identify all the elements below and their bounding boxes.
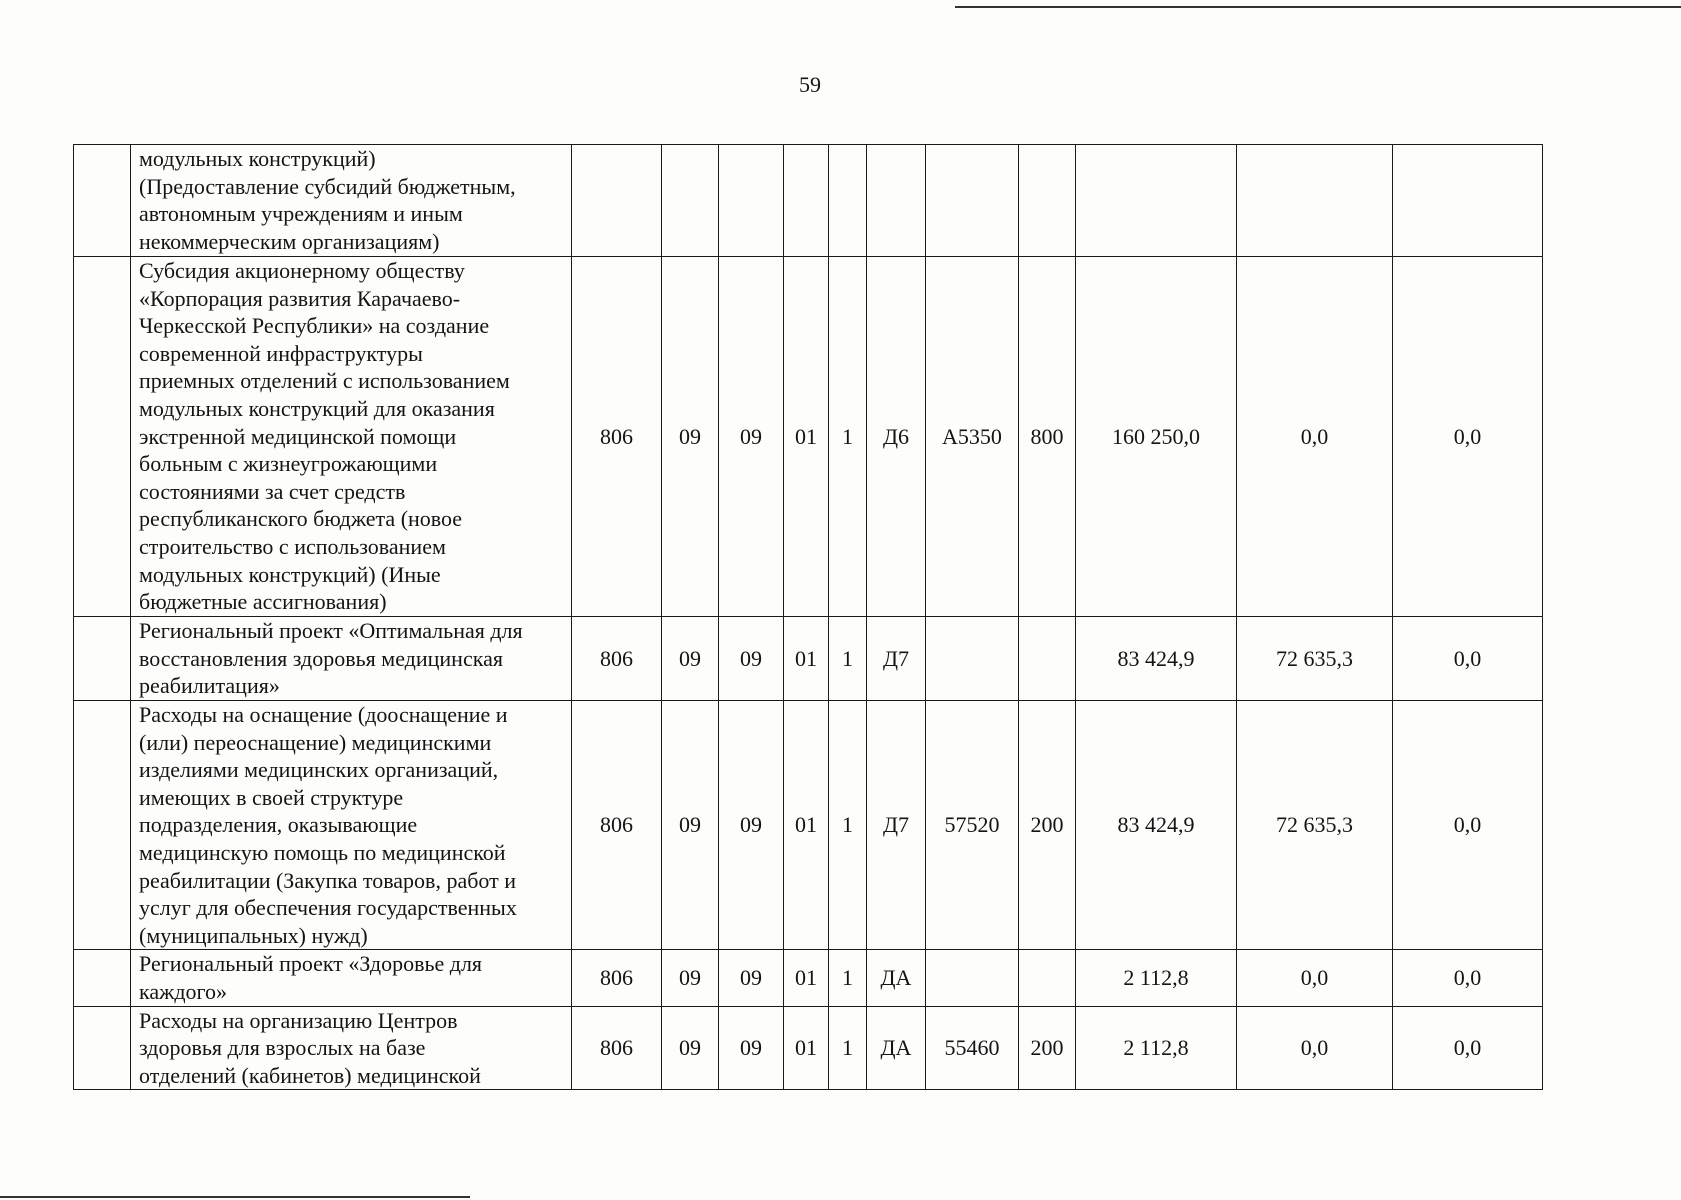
subprogram-cell: 1 [829, 701, 867, 950]
amount-year-1-cell: 2 112,8 [1076, 950, 1237, 1006]
row-number-cell [74, 257, 131, 617]
description-line: восстановления здоровья медицинская [139, 645, 503, 671]
description-line: реабилитация» [139, 673, 280, 699]
description-line: (муниципальных) нужд) [139, 922, 368, 948]
description-line: медицинскую помощь по медицинской [139, 839, 506, 865]
description-line: имеющих в своей структуре [139, 784, 404, 810]
section-cell: 09 [662, 257, 719, 617]
amount-year-1-cell: 160 250,0 [1076, 257, 1237, 617]
program-cell: 01 [784, 1006, 829, 1090]
program-cell: 01 [784, 617, 829, 701]
description-line: бюджетные ассигнования) [139, 589, 387, 615]
amount-year-3-cell [1393, 145, 1543, 257]
description-line: состояниями за счет средств [139, 478, 406, 504]
table-row [74, 617, 1543, 701]
program-cell: 01 [784, 701, 829, 950]
description-line: реабилитации (Закупка товаров, работ и [139, 867, 516, 893]
scan-edge-bottom [0, 1196, 470, 1198]
gov-code-cell: 806 [572, 617, 662, 701]
gov-code-cell: 806 [572, 701, 662, 950]
section-cell [662, 145, 719, 257]
subsection-cell: 09 [719, 617, 784, 701]
amount-year-1-cell: 2 112,8 [1076, 1006, 1237, 1090]
description-line: (или) переоснащение) медицинскими [139, 729, 492, 755]
section-cell: 09 [662, 701, 719, 950]
description-line: «Корпорация развития Карачаево- [139, 285, 461, 311]
subsection-cell [719, 145, 784, 257]
description-line: услуг для обеспечения государственных [139, 895, 517, 921]
description-line: модульных конструкций) [139, 146, 376, 171]
expense-type-cell: 200 [1019, 701, 1076, 950]
subsection-cell: 09 [719, 701, 784, 950]
expense-type-cell [1019, 950, 1076, 1006]
description-line: строительство с использованием [139, 533, 446, 559]
description-line: отделений (кабинетов) медицинской [139, 1062, 481, 1088]
expense-direction-cell: А5350 [926, 257, 1019, 617]
row-description [131, 1006, 572, 1090]
row-description [131, 145, 572, 257]
gov-code-cell: 806 [572, 950, 662, 1006]
expense-type-cell: 800 [1019, 257, 1076, 617]
expense-direction-cell [926, 950, 1019, 1006]
table-row [74, 145, 1543, 257]
description-line: здоровья для взрослых на базе [139, 1035, 426, 1061]
table-body [74, 145, 1543, 1090]
table-row [74, 1006, 1543, 1090]
row-number-cell [74, 701, 131, 950]
table-row [74, 950, 1543, 1006]
amount-year-1-cell: 83 424,9 [1076, 617, 1237, 701]
description-line: Расходы на оснащение (дооснащение и [139, 702, 508, 727]
expense-direction-cell: 55460 [926, 1006, 1019, 1090]
subsection-cell: 09 [719, 257, 784, 617]
program-cell: 01 [784, 950, 829, 1006]
program-cell [784, 145, 829, 257]
page-number: 59 [799, 72, 821, 97]
description-line: (Предоставление субсидий бюджетным, [139, 173, 516, 199]
table-row [74, 701, 1543, 950]
amount-year-2-cell [1237, 145, 1393, 257]
amount-year-1-cell: 83 424,9 [1076, 701, 1237, 950]
gov-code-cell: 806 [572, 1006, 662, 1090]
section-cell: 09 [662, 1006, 719, 1090]
row-description [131, 617, 572, 701]
description-line: автономным учреждениям и иным [139, 201, 463, 227]
description-line: Региональный проект «Оптимальная для [139, 618, 523, 643]
description-line: Черкесской Республики» на создание [139, 313, 490, 339]
project-cell [867, 145, 926, 257]
row-number-cell [74, 1006, 131, 1090]
section-cell: 09 [662, 950, 719, 1006]
amount-year-2-cell: 0,0 [1237, 257, 1393, 617]
expense-type-cell [1019, 145, 1076, 257]
description-line: модульных конструкций) (Иные [139, 561, 441, 587]
project-cell: Д6 [867, 257, 926, 617]
amount-year-3-cell: 0,0 [1393, 1006, 1543, 1090]
row-description [131, 950, 572, 1006]
expense-type-cell: 200 [1019, 1006, 1076, 1090]
gov-code-cell: 806 [572, 257, 662, 617]
project-cell: Д7 [867, 617, 926, 701]
gov-code-cell [572, 145, 662, 257]
subprogram-cell: 1 [829, 1006, 867, 1090]
expense-direction-cell [926, 617, 1019, 701]
budget-table [73, 144, 1543, 1090]
description-line: экстренной медицинской помощи [139, 423, 457, 449]
description-line: больным с жизнеугрожающими [139, 451, 438, 477]
project-cell: Д7 [867, 701, 926, 950]
amount-year-2-cell: 72 635,3 [1237, 617, 1393, 701]
amount-year-3-cell: 0,0 [1393, 701, 1543, 950]
project-cell: ДА [867, 1006, 926, 1090]
scan-edge-top [955, 6, 1681, 8]
amount-year-2-cell: 72 635,3 [1237, 701, 1393, 950]
row-number-cell [74, 145, 131, 257]
subprogram-cell: 1 [829, 950, 867, 1006]
amount-year-2-cell: 0,0 [1237, 950, 1393, 1006]
amount-year-3-cell: 0,0 [1393, 617, 1543, 701]
project-cell: ДА [867, 950, 926, 1006]
description-line: подразделения, оказывающие [139, 812, 418, 838]
amount-year-3-cell: 0,0 [1393, 257, 1543, 617]
description-line: Субсидия акционерному обществу [139, 258, 465, 283]
amount-year-2-cell: 0,0 [1237, 1006, 1393, 1090]
subprogram-cell [829, 145, 867, 257]
description-line: приемных отделений с использованием [139, 368, 510, 394]
row-number-cell [74, 617, 131, 701]
program-cell: 01 [784, 257, 829, 617]
amount-year-3-cell: 0,0 [1393, 950, 1543, 1006]
description-line: Расходы на организацию Центров [139, 1007, 458, 1033]
description-line: некоммерческим организациям) [139, 228, 440, 254]
description-line: изделиями медицинских организаций, [139, 757, 499, 783]
row-description [131, 257, 572, 617]
description-line: Региональный проект «Здоровье для [139, 951, 483, 977]
section-cell: 09 [662, 617, 719, 701]
description-line: современной инфраструктуры [139, 340, 423, 366]
expense-direction-cell [926, 145, 1019, 257]
subsection-cell: 09 [719, 1006, 784, 1090]
subprogram-cell: 1 [829, 257, 867, 617]
description-line: модульных конструкций для оказания [139, 395, 495, 421]
table-row [74, 257, 1543, 617]
amount-year-1-cell [1076, 145, 1237, 257]
description-line: каждого» [139, 978, 227, 1004]
description-line: республиканского бюджета (новое [139, 506, 463, 532]
subsection-cell: 09 [719, 950, 784, 1006]
row-number-cell [74, 950, 131, 1006]
row-description [131, 701, 572, 950]
subprogram-cell: 1 [829, 617, 867, 701]
expense-type-cell [1019, 617, 1076, 701]
expense-direction-cell: 57520 [926, 701, 1019, 950]
